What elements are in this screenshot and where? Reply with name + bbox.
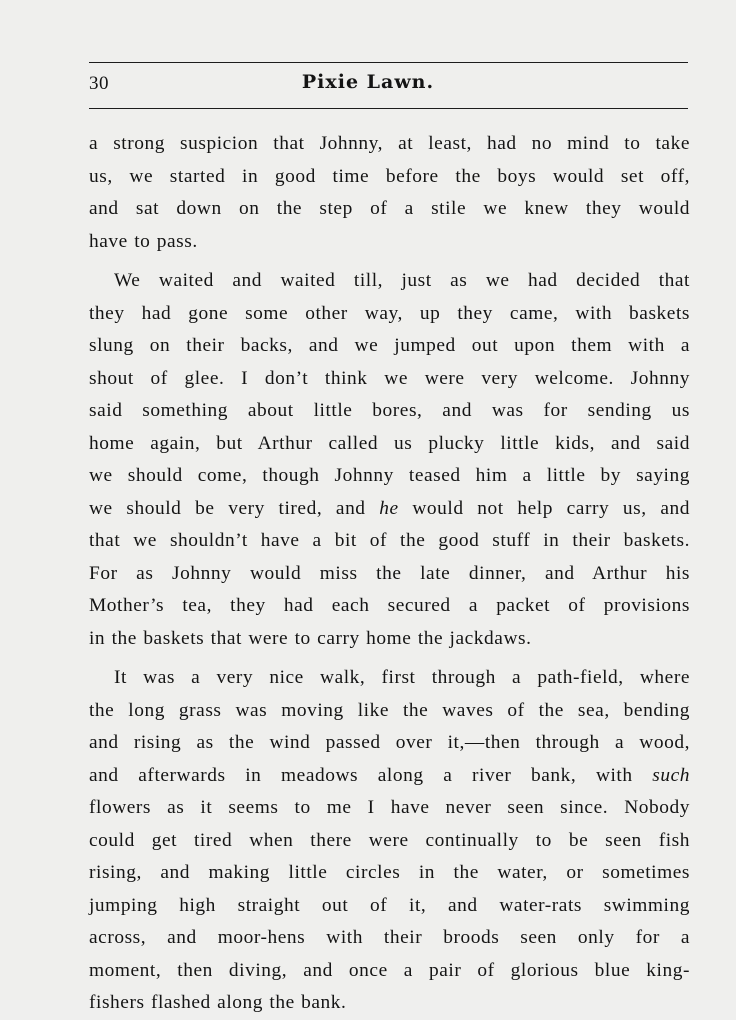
text-line: we should come, though Johnny teased him a little by saying [89, 465, 690, 486]
text-line: fishers flashed along the bank. [89, 992, 347, 1013]
text-line: rising, and making little circles in the water, or sometimes [89, 862, 690, 883]
text-line: and rising as the wind passed over it,—then through a wood, [89, 732, 690, 753]
paragraph-gap [89, 258, 690, 265]
text-line [89, 493, 690, 526]
paragraph [89, 128, 690, 258]
paragraph [89, 662, 690, 1020]
text-line: and sat down on the step of a stile we knew they would [89, 198, 690, 219]
text-line: a strong suspicion that Johnny, at least, had no mind to take [89, 133, 690, 154]
text-run: would not help carry us, and [398, 497, 690, 519]
paragraph-gap [89, 655, 690, 662]
italic-word: such [652, 764, 690, 786]
text-line: We waited and waited till, just as we had decided that [114, 270, 690, 291]
text-line: across, and moor-hens with their broods seen only for a [89, 927, 690, 948]
text-line: they had gone some other way, up they came, with baskets [89, 302, 690, 324]
text-line: slung on their backs, and we jumped out upon them with a [89, 335, 690, 356]
text-line: have to pass. [89, 230, 198, 252]
text-line: home again, but Arthur called us plucky little kids, and said [89, 432, 690, 454]
text-line: could get tired when there were continually to be seen fish [89, 829, 690, 851]
text-line: us, we started in good time before the boys would set off, [89, 165, 690, 187]
text-line: It was a very nice walk, first through a path-field, where [114, 667, 690, 688]
running-title: Pixie Lawn. [301, 71, 435, 93]
body-text [89, 128, 690, 1020]
text-line: For as Johnny would miss the late dinner, and Arthur his [89, 562, 690, 584]
text-line [89, 760, 690, 793]
text-line: that we shouldn’t have a bit of the good stuff in their baskets. [89, 530, 690, 551]
text-line: flowers as it seems to me I have never seen since. Nobody [89, 797, 690, 818]
text-line: jumping high straight out of it, and water-rats swimming [89, 894, 690, 916]
text-line: moment, then diving, and once a pair of glorious blue king- [89, 959, 690, 981]
page-number: 30 [89, 73, 109, 94]
paragraph [89, 265, 690, 655]
text-line: in the baskets that were to carry home the jackdaws. [89, 627, 532, 649]
text-run: and afterwards in meadows along a river bank, with [89, 764, 653, 786]
text-line: said something about little bores, and was for sending us [89, 400, 690, 421]
header-bottom-rule [89, 108, 688, 109]
text-line: shout of glee. I don’t think we were very welcome. Johnny [89, 367, 690, 389]
header-top-rule [89, 62, 688, 63]
text-line: the long grass was moving like the waves of the sea, bending [89, 699, 690, 721]
text-run: we should be very tired, and [89, 497, 380, 519]
text-line: Mother’s tea, they had each secured a packet of provisions [89, 595, 690, 616]
italic-word: he [379, 497, 399, 519]
